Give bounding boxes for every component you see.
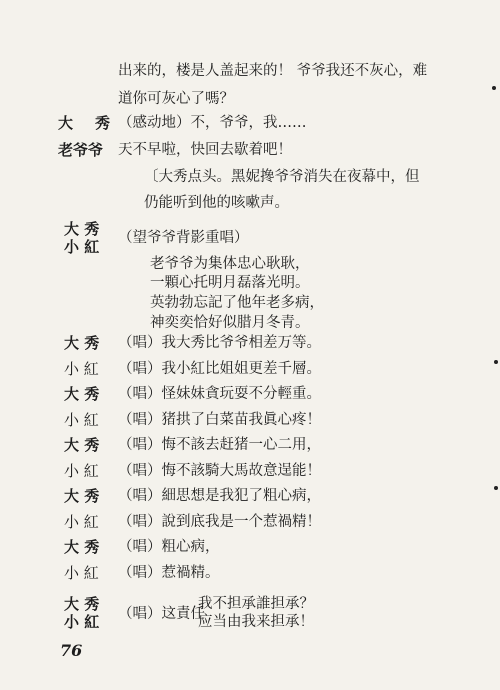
speaker-name: 小 紅 <box>64 461 99 480</box>
speaker-name: 老爷爷 <box>58 141 104 159</box>
sung-line: （唱）說到底我是一个惹禍精！ <box>118 513 321 530</box>
speaker-name: 小 紅 <box>64 238 100 256</box>
dialogue-line: （感动地）不，爷爷，我…… <box>118 115 307 131</box>
body-line-2: 道你可灰心了嗎？ <box>118 91 234 107</box>
sung-cue: （唱）这責任 <box>118 606 205 622</box>
speaker-name-b: 秀 <box>95 114 111 132</box>
stage-direction-line: 仍能听到他的咳嗽声。 <box>144 195 289 211</box>
margin-mark <box>494 360 498 364</box>
sung-line: （唱）粗心病， <box>118 539 220 555</box>
speaker-name: 小 紅 <box>64 512 99 531</box>
verse-line: 神奕奕恰好似腊月冬青。 <box>150 315 310 331</box>
verse-line: 老爷爷为集体忠心耿耿， <box>150 256 310 272</box>
speaker-name: 大 秀 <box>64 220 100 238</box>
speaker-name: 小 紅 <box>64 613 100 631</box>
body-line-1: 出来的，楼是人盖起来的！ 爷爷我还不灰心，难 <box>118 63 428 79</box>
speaker-name: 大 秀 <box>64 436 100 454</box>
speaker-name: 大 秀 <box>64 385 100 403</box>
speaker-name: 小 紅 <box>64 563 99 582</box>
speaker-name: 小 紅 <box>64 410 99 429</box>
sung-line: （唱）惹禍精。 <box>118 564 220 581</box>
speaker-name: 大 秀 <box>64 595 100 613</box>
dialogue-line: 天不早啦，快回去歇着吧！ <box>118 142 292 158</box>
sung-line: （唱）怪妹妹貪玩耍不分輕重。 <box>118 386 321 402</box>
sung-line: （唱）我小紅比姐姐更差千層。 <box>118 360 321 377</box>
margin-mark <box>494 486 498 490</box>
sung-line: （唱）我大秀比爷爷相差万等。 <box>118 335 321 351</box>
verse-line: 英勃勃忘記了他年老多病， <box>150 295 324 311</box>
speaker-name: 大 秀 <box>64 334 100 352</box>
verse-line: 一顆心托明月磊落光明。 <box>150 275 310 291</box>
sung-cue: （望爷爷背影重唱） <box>118 230 249 246</box>
sung-line: （唱）悔不該去赶猪一心二用， <box>118 437 321 453</box>
sung-line: （唱）細思想是我犯了粗心病， <box>118 488 321 504</box>
stage-direction-line: 〔大秀点头。黑妮搀爷爷消失在夜幕中，但 <box>144 169 420 185</box>
sung-line: 应当由我来担承！ <box>198 614 314 630</box>
sung-line: （唱）悔不該騎大馬故意逞能！ <box>118 462 321 479</box>
sung-line: （唱）猪拱了白菜苗我眞心疼！ <box>118 411 321 428</box>
speaker-name-a: 大 <box>58 114 74 132</box>
speaker-name: 大 秀 <box>64 538 100 556</box>
speaker-name: 大 秀 <box>64 487 100 505</box>
sung-line: 我不担承誰担承？ <box>198 596 314 612</box>
margin-mark <box>492 86 496 90</box>
speaker-name: 小 紅 <box>64 359 99 378</box>
page-number: 76 <box>60 641 83 660</box>
